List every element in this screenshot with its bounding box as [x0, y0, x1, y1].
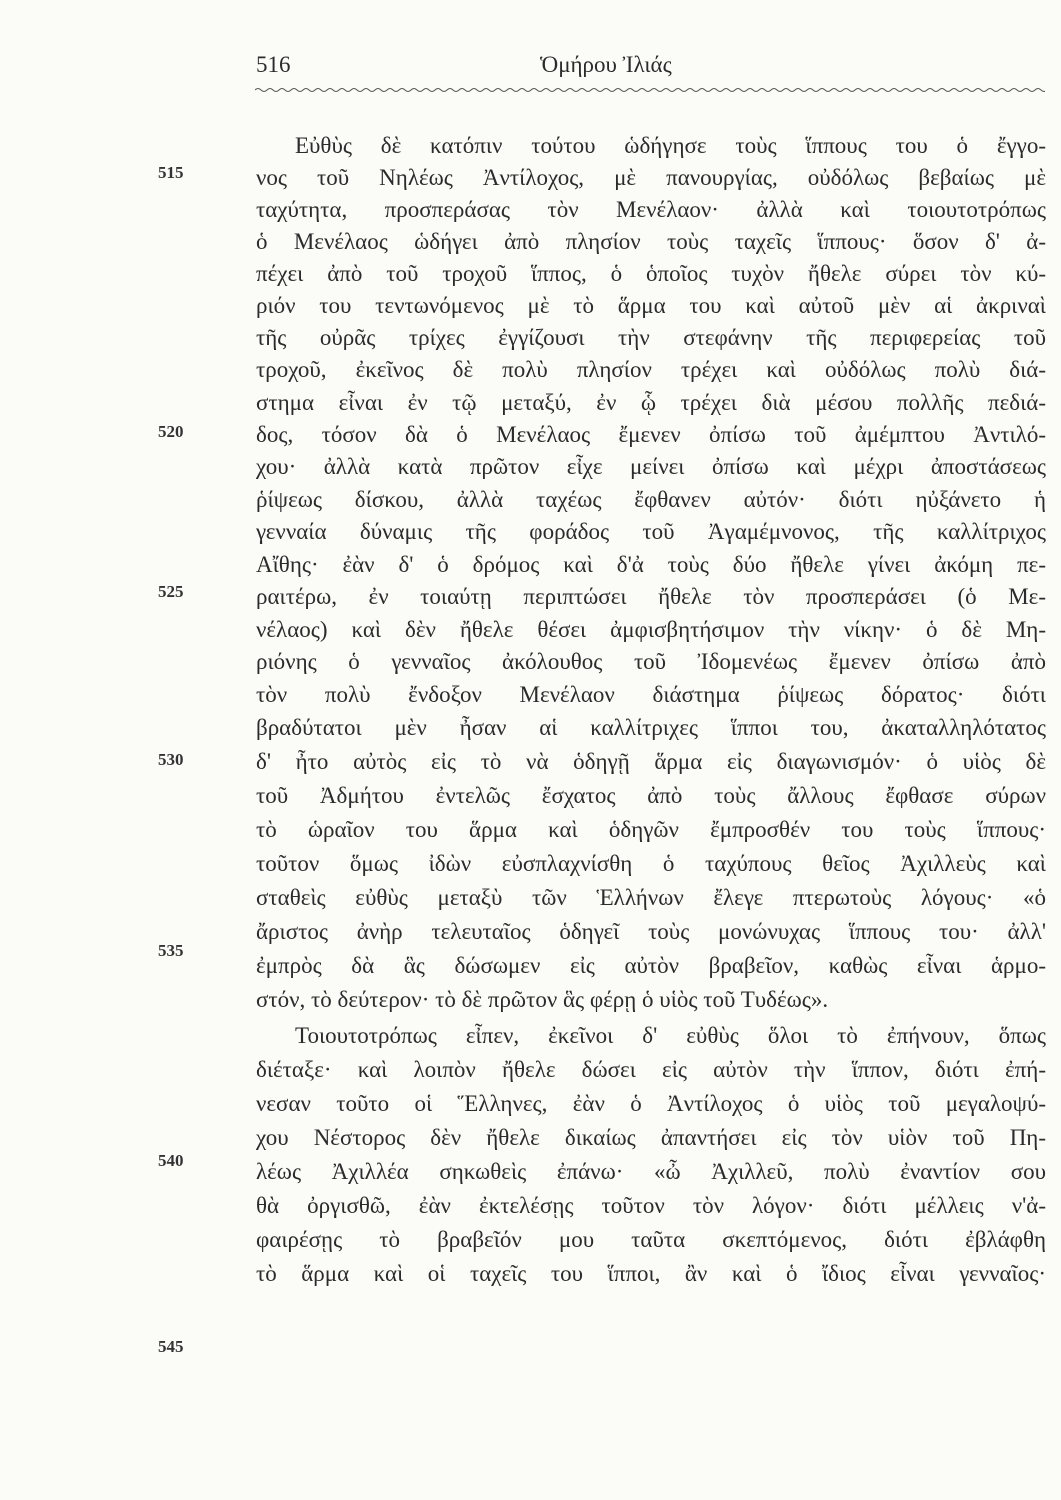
text-line: θὰ ὀργισθῶ, ἐὰν ἐκτελέσῃς τοῦτον τὸν λόγον· διότι μέλλεις ν'ἀ-: [256, 1193, 1046, 1218]
text-line: ῥίψεως δίσκου, ἀλλὰ ταχέως ἔφθανεν αὐτόν· διότι ηὐξάνετο ἡ: [256, 487, 1046, 512]
text-line: τοῦτον ὅμως ἰδὼν εὐσπλαχνίσθη ὁ ταχύπους θεῖος Ἀχιλλεὺς καὶ: [256, 851, 1046, 876]
text-line: σταθεὶς εὐθὺς μεταξὺ τῶν Ἑλλήνων ἔλεγε πτερωτοὺς λόγους· «ὁ: [256, 885, 1046, 910]
verse-number: 525: [158, 582, 184, 601]
text-line: ἄριστος ἀνὴρ τελευταῖος ὁδηγεῖ τοὺς μονώνυχας ἵππους του· ἀλλ': [256, 919, 1046, 944]
text-line: τῆς οὐρᾶς τρίχες ἐγγίζουσι τὴν στεφάνην τῆς περιφερείας τοῦ: [256, 325, 1046, 350]
verse-number: 520: [158, 422, 184, 441]
text-line: δος, τόσον δὰ ὁ Μενέλαος ἔμενεν ὀπίσω τοῦ ἀμέμπτου Ἀντιλό-: [256, 422, 1046, 447]
text-line: Αἴθης· ἐὰν δ' ὁ δρόμος καὶ δ'ἀ τοὺς δύο ἤθελε γίνει ἀκόμη πε-: [256, 552, 1046, 577]
text-line: ταχύτητα, προσπεράσας τὸν Μενέλαον· ἀλλὰ καὶ τοιουτοτρόπως: [256, 197, 1046, 222]
text-line: χου· ἀλλὰ κατὰ πρῶτον εἶχε μείνει ὀπίσω καὶ μέχρι ἀποστάσεως: [256, 454, 1046, 479]
text-line: νεσαν τοῦτο οἱ Ἕλληνες, ἐὰν ὁ Ἀντίλοχος ὁ υἱὸς τοῦ μεγαλοψύ-: [256, 1091, 1046, 1116]
verse-number: 535: [158, 941, 184, 960]
text-line: νέλαος) καὶ δὲν ἤθελε θέσει ἀμφισβητήσιμον τὴν νίκην· ὁ δὲ Μη-: [256, 617, 1046, 642]
text-line: ραιτέρω, ἐν τοιαύτῃ περιπτώσει ἤθελε τὸν προσπεράσει (ὁ Με-: [256, 584, 1046, 609]
running-head-title: Ὁμήρου Ἰλιάς: [540, 52, 672, 77]
text-line: τροχοῦ, ἐκεῖνος δὲ πολὺ πλησίον τρέχει καὶ οὐδόλως πολὺ διά-: [256, 357, 1046, 382]
text-line: στημα εἶναι ἐν τῷ μεταξύ, ἐν ᾧ τρέχει διὰ μέσου πολλῆς πεδιά-: [256, 390, 1046, 415]
text-line: τὸ ἅρμα καὶ οἱ ταχεῖς του ἵπποι, ἂν καὶ ὁ ἴδιος εἶναι γενναῖος·: [256, 1261, 1046, 1286]
text-line: πέχει ἀπὸ τοῦ τροχοῦ ἵππος, ὁ ὁποῖος τυχὸν ἤθελε σύρει τὸν κύ-: [256, 261, 1046, 286]
text-line: τὸ ὡραῖον του ἅρμα καὶ ὁδηγῶν ἔμπροσθέν του τοὺς ἵππους·: [256, 817, 1046, 842]
text-line: στόν, τὸ δεύτερον· τὸ δὲ πρῶτον ἃς φέρῃ ὁ υἱὸς τοῦ Τυδέως».: [256, 987, 829, 1012]
text-line: ἐμπρὸς δὰ ἃς δώσωμεν εἰς αὐτὸν βραβεῖον, καθὼς εἶναι ἁρμο-: [256, 953, 1046, 978]
text-line: χου Νέστορος δὲν ἤθελε δικαίως ἀπαντήσει εἰς τὸν υἱὸν τοῦ Πη-: [256, 1125, 1046, 1150]
text-line: δ' ἦτο αὐτὸς εἰς τὸ νὰ ὁδηγῇ ἅρμα εἰς διαγωνισμόν· ὁ υἱὸς δὲ: [256, 749, 1046, 774]
text-line: ριόν του τεντωνόμενος μὲ τὸ ἅρμα του καὶ αὐτοῦ μὲν αἱ ἀκριναὶ: [256, 293, 1046, 318]
verse-number: 545: [158, 1337, 184, 1356]
text-line: διέταξε· καὶ λοιπὸν ἤθελε δώσει εἰς αὐτὸν τὴν ἵππον, διότι ἐπή-: [256, 1057, 1046, 1082]
text-line: Τοιουτοτρόπως εἶπεν, ἐκεῖνοι δ' εὐθὺς ὅλοι τὸ ἐπήνουν, ὅπως: [295, 1023, 1046, 1048]
text-line: γενναία δύναμις τῆς φοράδος τοῦ Ἀγαμέμνονος, τῆς καλλίτριχος: [256, 519, 1046, 544]
verse-number: 540: [158, 1151, 184, 1170]
text-line: φαιρέσῃς τὸ βραβεῖόν μου ταῦτα σκεπτόμενος, διότι ἐβλάφθη: [256, 1227, 1046, 1252]
page-number: 516: [256, 52, 291, 77]
header-wavy-rule: [255, 86, 1045, 94]
text-line: τοῦ Ἀδμήτου ἐντελῶς ἔσχατος ἀπὸ τοὺς ἄλλους ἔφθασε σύρων: [256, 783, 1046, 808]
text-line: λέως Ἀχιλλέα σηκωθεὶς ἐπάνω· «ὦ Ἀχιλλεῦ, πολὺ ἐναντίον σου: [256, 1159, 1046, 1184]
verse-number: 515: [158, 163, 184, 182]
text-line: ὁ Μενέλαος ὡδήγει ἀπὸ πλησίον τοὺς ταχεῖς ἵππους· ὅσον δ' ἀ-: [256, 229, 1046, 254]
text-line: τὸν πολὺ ἔνδοξον Μενέλαον διάστημα ῥίψεως δόρατος· διότι: [256, 682, 1046, 707]
verse-number: 530: [158, 750, 184, 769]
text-line: ριόνης ὁ γενναῖος ἀκόλουθος τοῦ Ἰδομενέως ἔμενεν ὀπίσω ἀπὸ: [256, 649, 1046, 674]
text-line: νος τοῦ Νηλέως Ἀντίλοχος, μὲ πανουργίας, οὐδόλως βεβαίως μὲ: [256, 165, 1046, 190]
text-line: βραδύτατοι μὲν ἦσαν αἱ καλλίτριχες ἵπποι του, ἀκαταλληλότατος: [256, 715, 1046, 740]
text-line: Εὐθὺς δὲ κατόπιν τούτου ὡδήγησε τοὺς ἵππους του ὁ ἔγγο-: [295, 133, 1046, 158]
